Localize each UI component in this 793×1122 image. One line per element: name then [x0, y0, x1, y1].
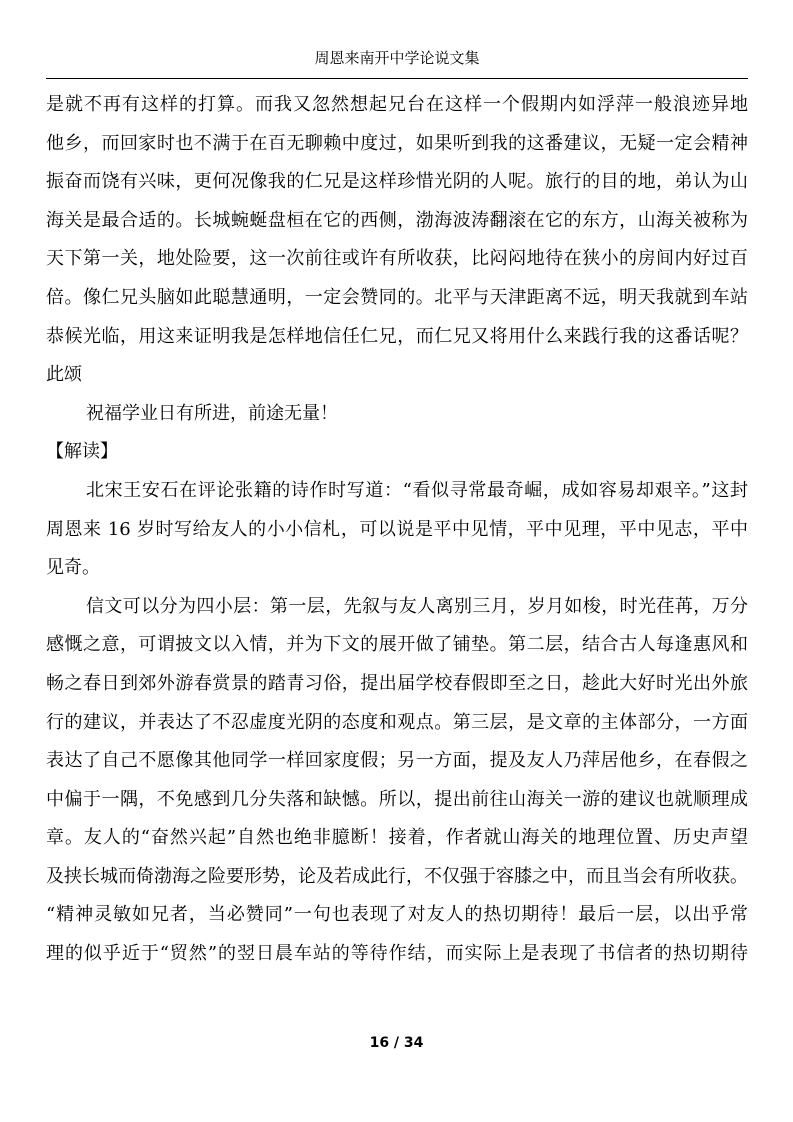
text-line: 海关是最合适的。长城蜿蜒盘桓在它的西侧，渤海波涛翻滚在它的东方，山海关被称为 [46, 209, 748, 231]
text-line: 畅之春日到郊外游春赏景的踏青习俗，提出届学校春假即至之日，趁此大好时光出外旅 [46, 672, 748, 694]
text-line: 行的建议，并表达了不忍虚度光阴的态度和观点。第三层，是文章的主体部分，一方面 [46, 711, 748, 733]
text-line: 及挟长城而倚渤海之险要形势，论及若成此行，不仅强于容膝之中，而且当会有所收获。 [46, 865, 748, 887]
section-heading: 【解读】 [46, 441, 118, 463]
commentary-paragraph-analysis [46, 588, 748, 974]
letter-closing-salutation: 此颂 [46, 364, 82, 386]
text-line: 天下第一关，地处险要，这一次前往或许有所收获，比闷闷地待在狭小的房间内好过百 [46, 248, 748, 270]
letter-closing-wish: 祝福学业日有所进，前途无量！ [86, 402, 338, 424]
page-body [46, 86, 748, 974]
text-line: 恭候光临，用这来证明我是怎样地信任仁兄，而仁兄又将用什么来践行我的这番话呢？ [46, 325, 748, 347]
text-line: 章。友人的“奋然兴起”自然也绝非臆断！接着，作者就山海关的地理位置、历史声望 [46, 827, 748, 849]
text-line: “精神灵敏如兄者，当必赞同”一句也表现了对友人的热切期待！最后一层，以出乎常 [46, 904, 748, 926]
text-line: 周恩来 16 岁时写给友人的小小信札，可以说是平中见情，平中见理，平中见志，平中 [46, 518, 748, 540]
text-line: 感慨之意，可谓披文以入情，并为下文的展开做了铺垫。第二层，结合古人每逢惠风和 [46, 634, 748, 656]
text-line: 是就不再有这样的打算。而我又忽然想起兄台在这样一个假期内如浮萍一般浪迹异地 [46, 94, 748, 115]
header-divider [46, 78, 748, 79]
commentary-paragraph-intro [46, 472, 748, 588]
letter-paragraph [46, 86, 748, 356]
text-line: 中偏于一隅，不免感到几分失落和缺憾。所以，提出前往山海关一游的建议也就顺理成 [46, 788, 748, 810]
running-header: 周恩来南开中学论说文集 [314, 49, 480, 67]
text-line: 振奋而饶有兴味，更何况像我的仁兄是这样珍惜光阴的人呢。旅行的目的地，弟认为山 [46, 171, 748, 193]
text-line: 他乡，而回家时也不满于在百无聊赖中度过，如果听到我的这番建议，无疑一定会精神 [46, 132, 748, 154]
text-line: 倍。像仁兄头脑如此聪慧通明，一定会赞同的。北平与天津距离不远，明天我就到车站 [46, 286, 748, 308]
text-line: 信文可以分为四小层：第一层，先叙与友人离别三月，岁月如梭，时光荏苒，万分 [86, 595, 748, 617]
text-line: 表达了自己不愿像其他同学一样回家度假；另一方面，提及友人乃萍居他乡，在春假之 [46, 750, 748, 772]
text-line: 北宋王安石在评论张籍的诗作时写道：“看似寻常最奇崛，成如容易却艰辛。”这封 [86, 479, 748, 501]
page-indicator: 16 / 34 [369, 1035, 424, 1051]
text-line: 理的似乎近于“贸然”的翌日晨车站的等待作结，而实际上是表现了书信者的热切期待 [46, 943, 748, 965]
text-line: 见奇。 [46, 557, 100, 579]
